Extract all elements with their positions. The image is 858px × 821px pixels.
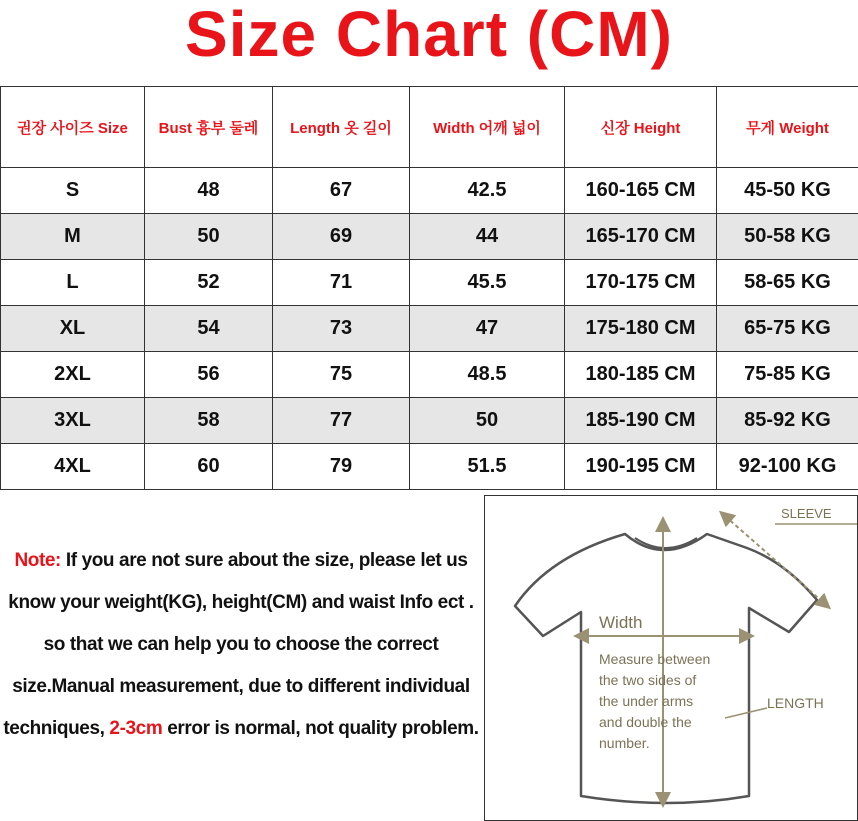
measurement-diagram <box>484 495 858 821</box>
cell-size: 3XL <box>1 398 145 444</box>
cell-weight: 85-92 KG <box>717 398 858 444</box>
tshirt-diagram <box>485 496 857 820</box>
header-length: Length 옷 길이 <box>273 87 410 168</box>
table-row <box>1 352 858 398</box>
cell-height: 180-185 CM <box>565 352 717 398</box>
cell-size: 2XL <box>1 352 145 398</box>
cell-width: 48.5 <box>410 352 565 398</box>
note-label: Note: <box>14 550 61 571</box>
cell-height: 160-165 CM <box>565 168 717 214</box>
cell-width: 44 <box>410 214 565 260</box>
cell-height: 170-175 CM <box>565 260 717 306</box>
length-leader <box>725 708 767 718</box>
width-label: Width <box>599 613 643 632</box>
cell-height: 185-190 CM <box>565 398 717 444</box>
cell-bust: 54 <box>145 306 273 352</box>
table-row <box>1 398 858 444</box>
measure-line-5: number. <box>599 735 650 751</box>
note-text <box>0 540 482 750</box>
note-line-5-pre: techniques, <box>3 718 110 739</box>
cell-length: 69 <box>273 214 410 260</box>
cell-size: M <box>1 214 145 260</box>
cell-length: 73 <box>273 306 410 352</box>
cell-width: 47 <box>410 306 565 352</box>
cell-weight: 58-65 KG <box>717 260 858 306</box>
note-line-4: size.Manual measurement, due to different individual <box>12 676 470 697</box>
cell-length: 67 <box>273 168 410 214</box>
note-line <box>0 540 482 582</box>
table-row <box>1 306 858 352</box>
cell-height: 165-170 CM <box>565 214 717 260</box>
header-height: 신장 Height <box>565 87 717 168</box>
header-weight: 무게 Weight <box>717 87 858 168</box>
cell-bust: 48 <box>145 168 273 214</box>
cell-size: XL <box>1 306 145 352</box>
measure-line-1: Measure between <box>599 651 711 667</box>
cell-weight: 75-85 KG <box>717 352 858 398</box>
tshirt-outline <box>515 534 817 803</box>
page-title: Size Chart (CM) <box>185 0 673 70</box>
table-row <box>1 214 858 260</box>
cell-height: 190-195 CM <box>565 444 717 490</box>
cell-size: L <box>1 260 145 306</box>
note-line-1: If you are not sure about the size, please let us <box>61 550 468 571</box>
sleeve-arrow <box>725 516 825 604</box>
header-bust: Bust 흉부 둘레 <box>145 87 273 168</box>
cell-width: 45.5 <box>410 260 565 306</box>
measure-line-4: and double the <box>599 714 692 730</box>
cell-size: 4XL <box>1 444 145 490</box>
cell-length: 71 <box>273 260 410 306</box>
cell-length: 79 <box>273 444 410 490</box>
cell-length: 75 <box>273 352 410 398</box>
cell-width: 51.5 <box>410 444 565 490</box>
cell-width: 50 <box>410 398 565 444</box>
cell-weight: 92-100 KG <box>717 444 858 490</box>
cell-weight: 65-75 KG <box>717 306 858 352</box>
sleeve-label: SLEEVE <box>781 506 832 521</box>
size-table <box>0 86 858 490</box>
measure-line-2: the two sides of <box>599 672 697 688</box>
header-width: Width 어깨 넓이 <box>410 87 565 168</box>
note-line-3: so that we can help you to choose the correct <box>43 634 439 655</box>
cell-bust: 58 <box>145 398 273 444</box>
table-row <box>1 168 858 214</box>
note-line <box>0 708 482 750</box>
table-row <box>1 444 858 490</box>
measure-line-3: the under arms <box>599 693 694 709</box>
note-line-2: know your weight(KG), height(CM) and waist Info ect . <box>8 592 474 613</box>
cell-bust: 56 <box>145 352 273 398</box>
cell-weight: 45-50 KG <box>717 168 858 214</box>
note-line-5-post: error is normal, not quality problem. <box>162 718 479 739</box>
cell-width: 42.5 <box>410 168 565 214</box>
length-label: LENGTH <box>767 695 824 711</box>
table-row <box>1 260 858 306</box>
cell-bust: 60 <box>145 444 273 490</box>
note-error-highlight: 2-3cm <box>109 718 163 739</box>
cell-size: S <box>1 168 145 214</box>
cell-weight: 50-58 KG <box>717 214 858 260</box>
cell-length: 77 <box>273 398 410 444</box>
table-header-row <box>1 87 858 168</box>
cell-bust: 50 <box>145 214 273 260</box>
header-size: 권장 사이즈 Size <box>1 87 145 168</box>
cell-height: 175-180 CM <box>565 306 717 352</box>
cell-bust: 52 <box>145 260 273 306</box>
